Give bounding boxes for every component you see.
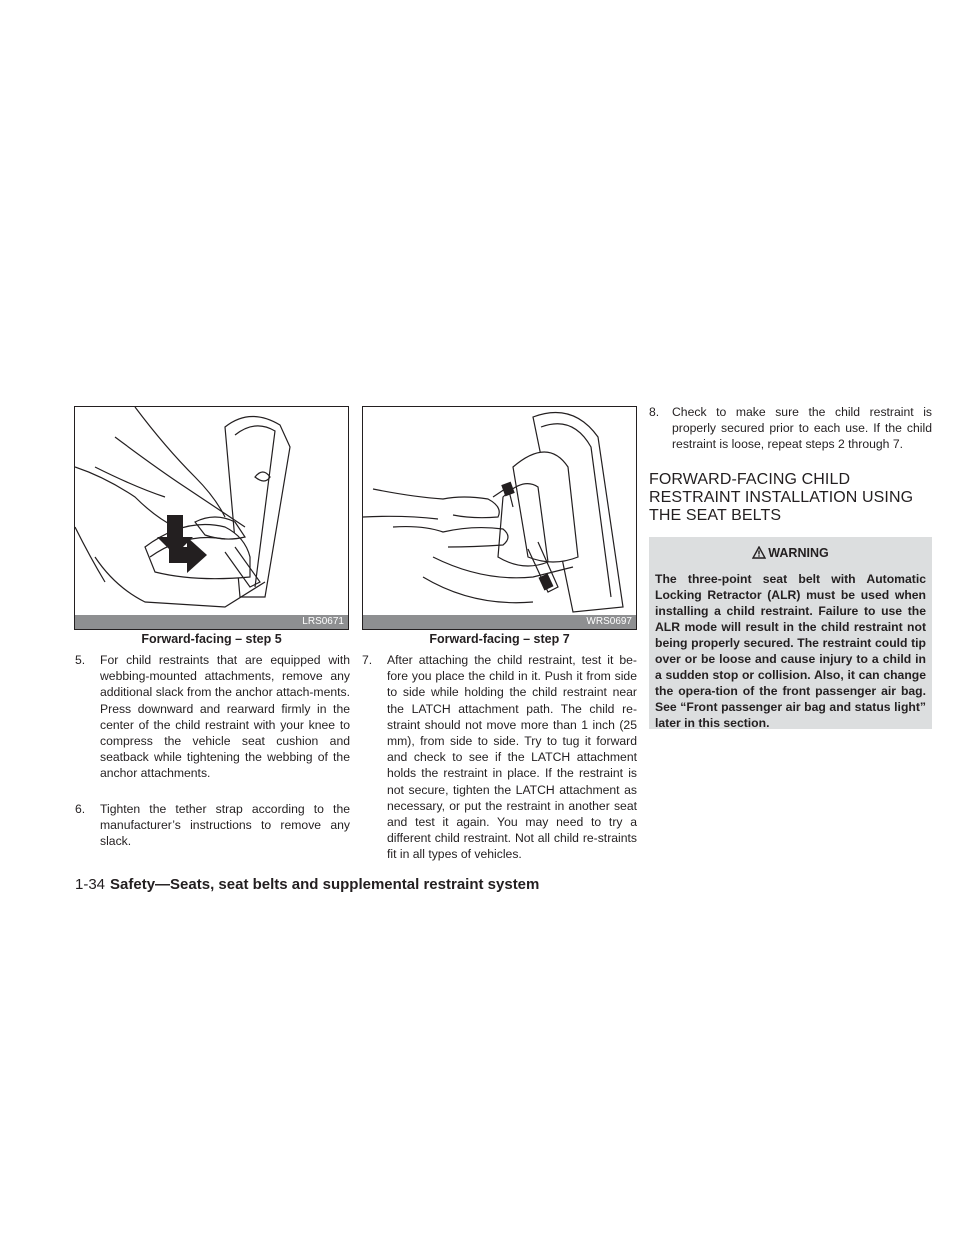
step-8	[649, 404, 932, 453]
step-6	[75, 801, 350, 850]
step-number: 8.	[649, 405, 660, 419]
figure-code: WRS0697	[363, 615, 636, 629]
step-text: Tighten the tether strap according to the manufacturer’s instructions to remove any slack.	[100, 802, 350, 849]
step-5	[75, 652, 350, 782]
figure-caption: Forward-facing – step 5	[141, 632, 282, 646]
step-text: For child restraints that are equipped with webbing-mounted attachments, remove any additional slack from the anchor attach-ments. Press downward and rearward firmly in the center of the child restraint with your knee to compress the vehicle seat cushion and seatback while tightening the webbing of the anchor attachments.	[100, 653, 350, 781]
figure-code: LRS0671	[75, 615, 348, 629]
warning-box	[649, 537, 932, 729]
section-heading	[649, 471, 929, 525]
figure-caption: Forward-facing – step 7	[429, 632, 570, 646]
page-footer	[75, 876, 539, 893]
illustration-step5	[75, 407, 349, 630]
step-number: 7.	[362, 653, 373, 667]
warning-title: WARNING	[768, 546, 829, 560]
warning-triangle-icon	[752, 546, 766, 559]
section-title: Safety—Seats, seat belts and supplemental restraint system	[110, 876, 540, 893]
step-number: 6.	[75, 802, 86, 816]
step-text: After attaching the child restraint, test it be-fore you place the child in it. Push it from side to side while holding the child restraint near the LATCH attachment path. The child re-straint should not move more than 1 inch (25 mm), from side to side. Try to tug it forward and check to see if the LATCH attachment holds the restraint in place. If the restraint is not secure, tighten the LATCH attachment as necessary, or put the restraint in another seat and test it again. You may need to try a different child restraint. Not all child re-straints fit in all types of vehicles.	[387, 653, 637, 862]
illustration-step7	[363, 407, 637, 630]
section-heading-line: RESTRAINT INSTALLATION USING	[649, 489, 914, 506]
page-number: 1-34	[75, 876, 106, 893]
warning-header	[655, 545, 926, 561]
section-heading-line: FORWARD-FACING CHILD	[649, 471, 851, 488]
figure-step7	[362, 406, 637, 630]
step-number: 5.	[75, 653, 86, 667]
figure-step5	[74, 406, 349, 630]
warning-text: The three-point seat belt with Automatic Locking Retractor (ALR) must be used when installing a child restraint. Failure to use the ALR mode will result in the child restraint not being properly secured. The restraint could tip over or be loose and cause injury to a child in a sudden stop or collision. Also, it can change the opera-tion of the front passenger air bag. See “Front passenger air bag and status light” later in this section.	[655, 572, 926, 730]
section-heading-line: THE SEAT BELTS	[649, 507, 782, 524]
step-7	[362, 652, 637, 863]
step-text: Check to make sure the child restraint is properly secured prior to each use. If the child restraint is loose, repeat steps 2 through 7.	[672, 405, 932, 452]
